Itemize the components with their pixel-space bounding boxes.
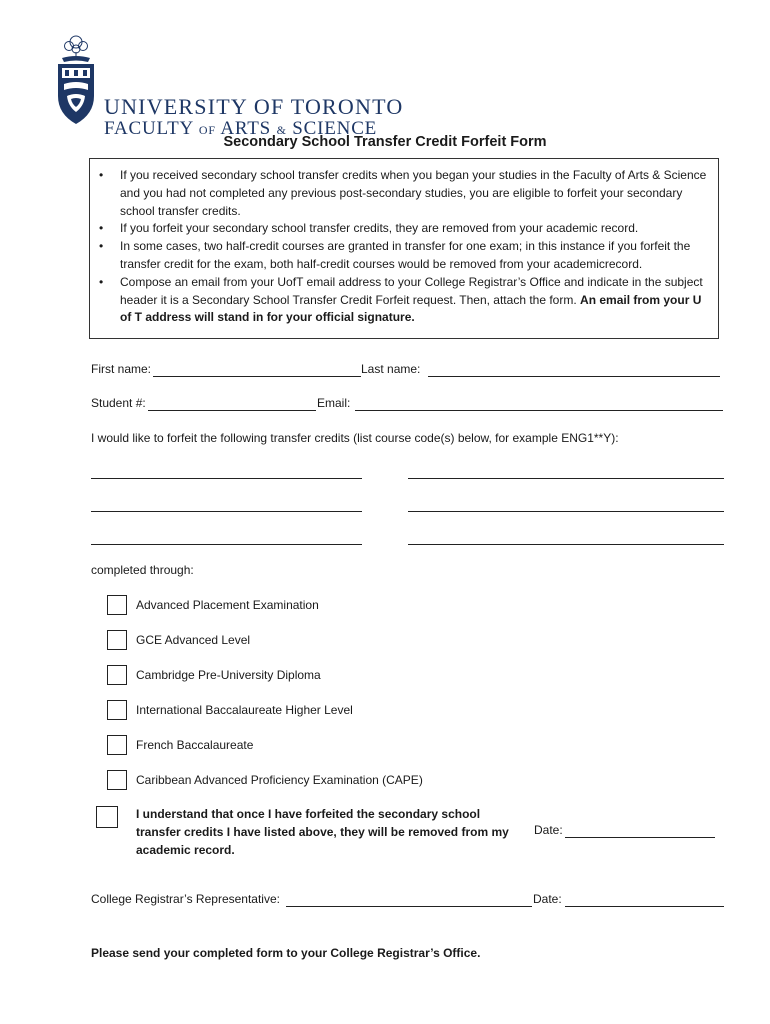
instruction-text: Compose an email from your UofT email address to your College Registrar’s Office and indicate in the subject header it is a Secondary School Transfer Credit Forfeit request. Then, attach the form.: [120, 274, 703, 307]
university-name: UNIVERSITY OF TORONTO: [104, 94, 404, 119]
registrar-date-label: Date:: [533, 892, 562, 906]
instruction-item: • In some cases, two half-credit courses are granted in transfer for one exam; in this instance if you forfeit the transfer credit for the exam, both half-credit courses would be removed from your academicrecord.: [120, 238, 708, 274]
university-logo: [54, 34, 454, 139]
course-code-field[interactable]: [91, 478, 362, 479]
course-code-field[interactable]: [91, 544, 362, 545]
faculty-science-word: SCIENCE: [292, 118, 378, 139]
option-label: International Baccalaureate Higher Level: [136, 703, 353, 717]
instruction-item: • If you received secondary school transfer credits when you began your studies in the Faculty of Arts & Science and you had not completed any previous post-secondary studies, you are eligible to forfeit your secondary school transfer credits.: [120, 167, 708, 220]
university-crest-icon: [54, 34, 98, 126]
faculty-word: FACULTY: [104, 118, 194, 139]
option-checkbox[interactable]: [107, 630, 127, 650]
option-label: GCE Advanced Level: [136, 633, 251, 647]
option-checkbox[interactable]: [107, 735, 127, 755]
first-name-field[interactable]: [153, 376, 361, 377]
student-number-field[interactable]: [148, 410, 316, 411]
option-checkbox[interactable]: [107, 770, 127, 790]
email-field[interactable]: [355, 410, 723, 411]
first-name-label: First name:: [91, 362, 152, 376]
last-name-label: Last name:: [361, 362, 421, 376]
option-label: Caribbean Advanced Proficiency Examination (CAPE): [136, 773, 423, 787]
faculty-of-word: OF: [198, 123, 216, 137]
acknowledgement-date-label: Date:: [534, 823, 563, 837]
acknowledgement-date-field[interactable]: [565, 837, 715, 838]
registrar-label: College Registrar’s Representative:: [91, 892, 280, 906]
form-title: Secondary School Transfer Credit Forfeit Form: [223, 134, 547, 150]
completed-through-label: completed through:: [91, 563, 194, 577]
course-code-field[interactable]: [408, 478, 724, 479]
instruction-item: • If you forfeit your secondary school transfer credits, they are removed from your academic record.: [120, 220, 708, 238]
course-code-field[interactable]: [91, 511, 362, 512]
option-checkbox[interactable]: [107, 595, 127, 615]
option-checkbox[interactable]: [107, 665, 127, 685]
instruction-item: [120, 274, 708, 327]
registrar-field[interactable]: [286, 906, 532, 907]
acknowledgement-checkbox[interactable]: [96, 806, 118, 828]
last-name-field[interactable]: [428, 376, 720, 377]
option-label: Advanced Placement Examination: [136, 598, 319, 612]
course-code-field[interactable]: [408, 544, 724, 545]
student-number-label: Student #:: [91, 396, 146, 410]
acknowledgement-text: I understand that once I have forfeited the secondary school transfer credits I have listed above, they will be removed from my academic record.: [136, 807, 509, 857]
email-label: Email:: [317, 396, 351, 410]
faculty-arts-word: ARTS: [220, 118, 272, 139]
option-label: French Baccalaureate: [136, 738, 254, 752]
option-label: Cambridge Pre-University Diploma: [136, 668, 321, 682]
course-code-field[interactable]: [408, 511, 724, 512]
instruction-emphasis: An email from your U of T address will stand in for your official signature.: [120, 292, 702, 325]
footer-note: Please send your completed form to your College Registrar’s Office.: [91, 946, 481, 960]
option-checkbox[interactable]: [107, 700, 127, 720]
courses-prompt: I would like to forfeit the following transfer credits (list course code(s) below, for example ENG1**Y):: [91, 431, 619, 445]
faculty-ampersand: &: [276, 123, 287, 137]
instructions-list: [120, 167, 708, 327]
instructions-box: [89, 158, 719, 339]
registrar-date-field[interactable]: [565, 906, 724, 907]
